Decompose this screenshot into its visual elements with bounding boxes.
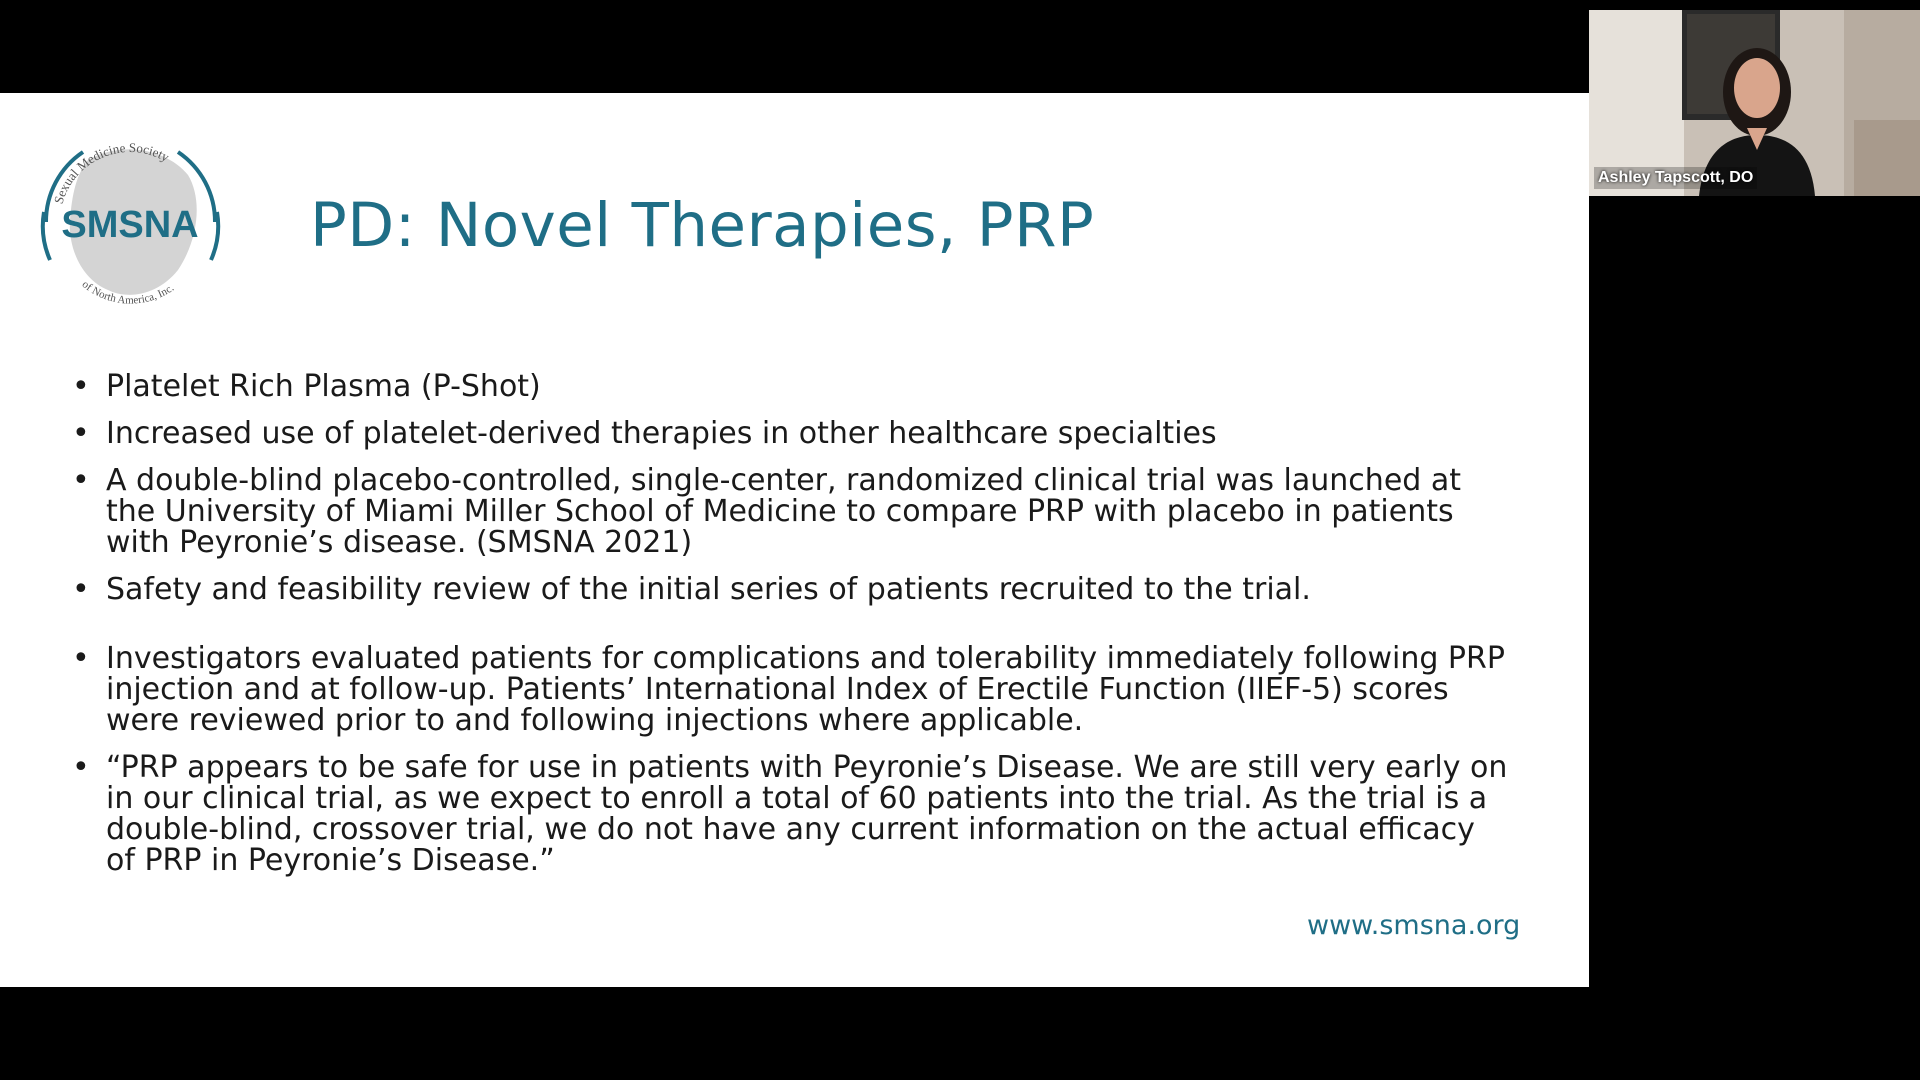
logo-arc-top: Sexual Medicine Society (50, 139, 172, 206)
bullet-dot: • (72, 641, 90, 676)
bullet-dot: • (72, 463, 90, 498)
bullet-text: Platelet Rich Plasma (P-Shot) (106, 369, 541, 404)
slide-title: PD: Novel Therapies, PRP (310, 190, 1095, 261)
smsna-logo (28, 120, 233, 325)
bullet-text: Safety and feasibility review of the initial series of patients recruited to the trial. (106, 572, 1311, 607)
website-url: www.smsna.org (1307, 910, 1521, 941)
bullet-text: Investigators evaluated patients for complications and tolerability immediately following PRP injection and at follow-up. Patients’ International Index of Erectile Function (IIEF-5) scores were reviewed prior to and following injections where applicable. (106, 641, 1505, 738)
bullet-item (72, 465, 1512, 558)
bullet-list (72, 371, 1512, 892)
bullet-item (72, 643, 1512, 736)
bullet-item (72, 752, 1512, 876)
bullet-dot: • (72, 572, 90, 607)
bullet-item (72, 418, 1512, 449)
bullet-text: Increased use of platelet-derived therapies in other healthcare specialties (106, 416, 1217, 451)
participant-video-tile[interactable] (1589, 10, 1920, 196)
bullet-item (72, 371, 1512, 402)
logo-arc-bottom: of North America, Inc. (79, 278, 177, 307)
logo-wordmark: SMSNA (61, 204, 199, 246)
bullet-text: A double-blind placebo-controlled, single-center, randomized clinical trial was launched at the University of Miami Miller School of Medicine to compare PRP with placebo in patients with Peyronie’s disease. (SMSNA 2021) (106, 463, 1461, 560)
bullet-dot: • (72, 416, 90, 451)
bullet-text: “PRP appears to be safe for use in patients with Peyronie’s Disease. We are still very early on in our clinical trial, as we expect to enroll a total of 60 patients into the trial. As the trial is a double-blind, crossover trial, we do not have any current information on the actual efficacy of PRP in Peyronie’s Disease.” (106, 750, 1508, 878)
presentation-slide (0, 93, 1589, 987)
participant-name-label: Ashley Tapscott, DO (1594, 167, 1757, 189)
bullet-dot: • (72, 750, 90, 785)
bullet-dot: • (72, 369, 90, 404)
bullet-item (72, 574, 1512, 605)
